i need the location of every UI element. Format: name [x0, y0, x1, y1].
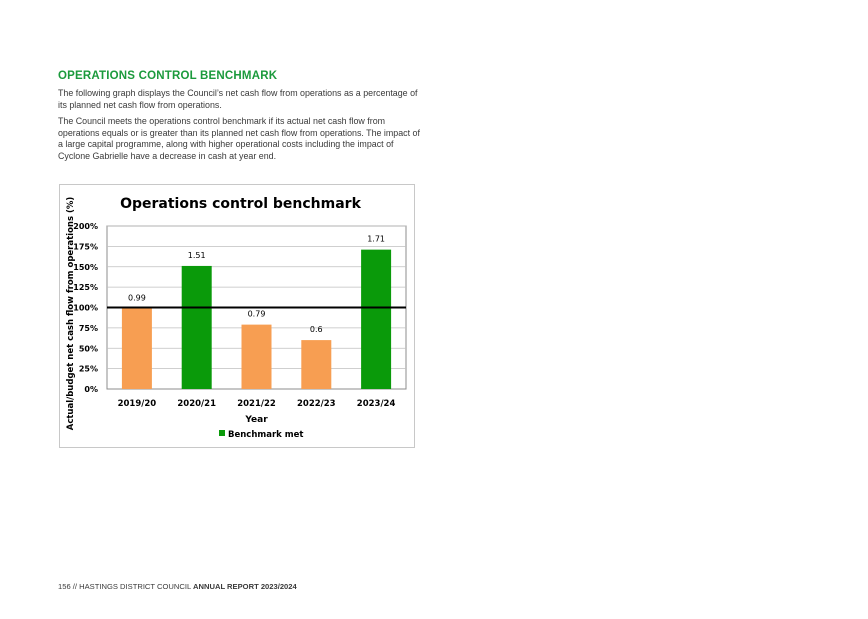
operations-chart — [60, 185, 414, 447]
x-axis-title: Year — [245, 415, 268, 425]
x-tick-label: 2021/22 — [237, 399, 276, 409]
data-label: 0.79 — [247, 309, 266, 319]
benchmark-paragraph: The Council meets the operations control benchmark if its actual net cash flow from operations equals or is greater than its planned net cash flow from operations. The impact of a large capital programme, along with higher operational costs including the impact of Cyclone Gabrielle have a decrease in cash at year end. — [58, 116, 420, 161]
x-tick-label: 2019/20 — [117, 399, 157, 409]
x-tick-label: 2020/21 — [177, 399, 216, 409]
bar — [182, 266, 212, 389]
chart-title: Operations control benchmark — [120, 196, 361, 212]
legend-label: Benchmark met — [228, 430, 304, 440]
y-tick-label: 0% — [84, 385, 98, 394]
data-label: 1.71 — [367, 234, 386, 244]
y-tick-label: 25% — [78, 364, 98, 374]
page-footer — [58, 582, 297, 591]
data-label: 0.6 — [309, 325, 323, 335]
data-label: 1.51 — [187, 250, 206, 260]
footer-report-title: ANNUAL REPORT 2023/2024 — [193, 582, 297, 591]
bar — [242, 325, 272, 389]
data-label: 0.99 — [127, 293, 146, 303]
footer-text: 156 // HASTINGS DISTRICT COUNCIL — [58, 582, 194, 591]
y-tick-label: 200% — [73, 222, 98, 231]
x-tick-label: 2023/24 — [356, 399, 396, 409]
section-title: OPERATIONS CONTROL BENCHMARK — [58, 70, 278, 82]
y-tick-label: 175% — [73, 242, 98, 252]
intro-paragraph: The following graph displays the Council’s net cash flow from operations as a percentage of its planned net cash flow from operations. — [58, 88, 418, 110]
legend-swatch — [219, 430, 225, 436]
y-tick-label: 50% — [78, 344, 98, 354]
bar — [122, 308, 152, 389]
y-tick-label: 100% — [73, 303, 98, 313]
chart-container — [59, 184, 415, 448]
y-tick-label: 125% — [73, 283, 98, 293]
y-tick-label: 75% — [78, 323, 98, 333]
y-tick-label: 150% — [73, 262, 98, 272]
x-tick-label: 2022/23 — [297, 399, 336, 409]
bar — [301, 340, 331, 389]
bar — [361, 250, 391, 389]
y-axis-title: Actual/budget net cash flow from operations (%) — [66, 196, 76, 431]
